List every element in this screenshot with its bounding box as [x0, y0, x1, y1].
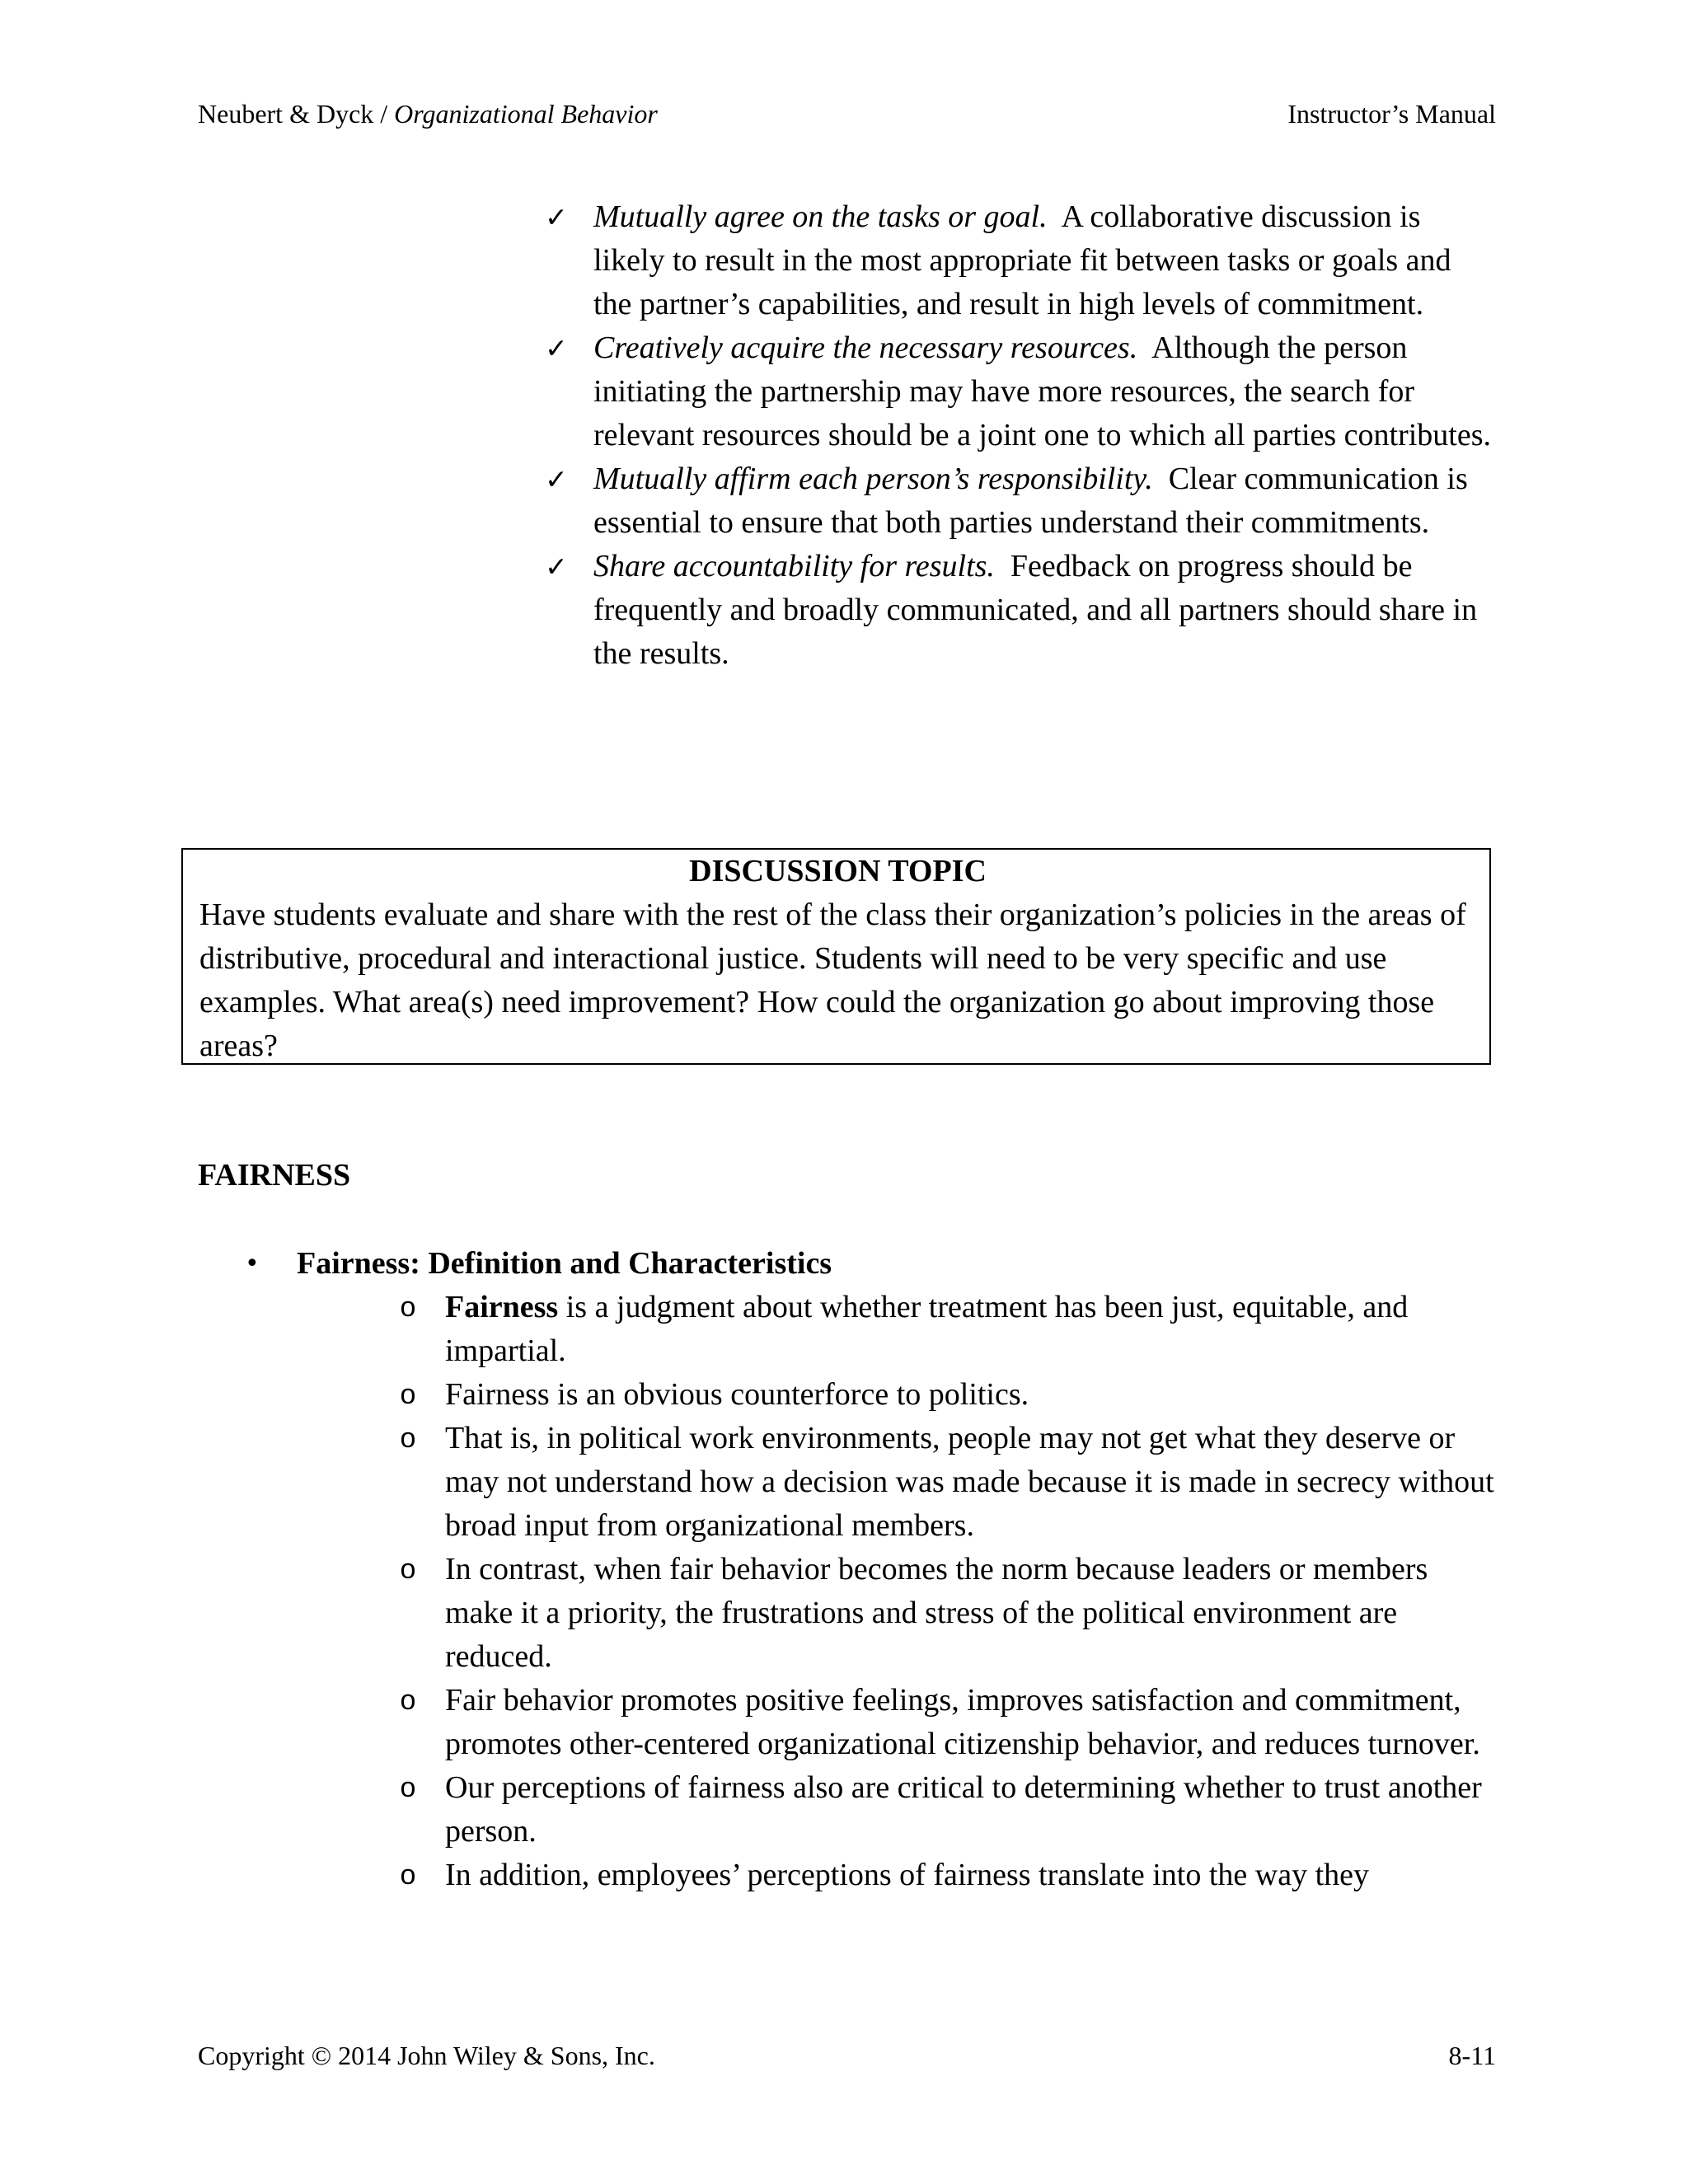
circle-bullet-icon: o	[400, 1291, 416, 1323]
checklist-item	[540, 545, 1496, 676]
checklist-item-text: Although the person initiating the partnership may have more resources, the search for relevant resources should be a joint one to which all parties contributes.	[593, 330, 1492, 452]
checklist-item-title: Creatively acquire the necessary resources.	[593, 330, 1138, 365]
list-item-text: Fair behavior promotes positive feelings, improves satisfaction and commitment, promotes other-centered organizational citizenship behavior, and reduces turnover.	[445, 1683, 1480, 1761]
list-item	[396, 1417, 1500, 1548]
list-item-text: That is, in political work environments, people may not get what they deserve or may not understand how a decision was made because it is made in secrecy without broad input from organizational members.	[445, 1421, 1494, 1543]
list-item	[396, 1854, 1500, 1897]
checklist-item-text: Feedback on progress should be frequently and broadly communicated, and all partners should share in the results.	[593, 549, 1478, 671]
list-item-text: In addition, employees’ perceptions of fairness translate into the way they	[445, 1858, 1369, 1892]
footer-copyright: Copyright © 2014 John Wiley & Sons, Inc.	[198, 2041, 655, 2070]
circle-bullet-icon: o	[400, 1422, 416, 1454]
list-item	[396, 1548, 1500, 1679]
discussion-topic-box	[181, 848, 1491, 1065]
header-left	[198, 97, 658, 130]
checkmark-icon: ✓	[545, 201, 568, 233]
circle-bullet-icon: o	[400, 1859, 416, 1891]
checkmark-icon: ✓	[545, 332, 568, 364]
footer-page-number: 8-11	[1448, 2041, 1496, 2070]
bullet-icon: •	[245, 1249, 260, 1278]
list-item-text: Fairness is an obvious counterforce to politics.	[445, 1377, 1029, 1412]
definition-term: Fairness	[445, 1290, 559, 1324]
checkmark-icon: ✓	[545, 463, 568, 495]
checklist-item	[540, 326, 1496, 457]
section-heading: FAIRNESS	[198, 1158, 351, 1193]
checkmark-icon: ✓	[545, 551, 568, 583]
list-item	[396, 1286, 1500, 1373]
bullet-heading-text: Fairness: Definition and Characteristics	[297, 1246, 832, 1281]
circle-bullet-icon: o	[400, 1554, 416, 1585]
list-item	[396, 1373, 1500, 1417]
checklist-item-title: Mutually agree on the tasks or goal.	[593, 199, 1048, 234]
list-item-text: Our perceptions of fairness also are critical to determining whether to trust another person.	[445, 1770, 1482, 1849]
checklist-item	[540, 195, 1496, 326]
checklist-item	[540, 457, 1496, 545]
circle-bullet-icon: o	[400, 1379, 416, 1410]
checklist-item-title: Share accountability for results.	[593, 549, 995, 583]
definition-text: is a judgment about whether treatment has been just, equitable, and impartial.	[445, 1290, 1409, 1368]
list-item-text: In contrast, when fair behavior becomes the norm because leaders or members make it a priority, the frustrations and stress of the political environment are reduced.	[445, 1552, 1428, 1674]
partnership-checklist	[540, 195, 1496, 676]
fairness-points	[396, 1286, 1500, 1897]
checklist-item-text: Clear communication is essential to ensure that both parties understand their commitments.	[593, 462, 1468, 540]
discussion-topic-body: Have students evaluate and share with the rest of the class their organization’s policies in the areas of distributive, procedural and interactional justice. Students will need to be very specific and use examples. What area(s) need improvement? How could the organization go about improving those areas?	[199, 898, 1466, 1063]
header-book-title: Organizational Behavior	[394, 99, 658, 129]
discussion-topic-title: DISCUSSION TOPIC	[689, 854, 987, 888]
checklist-item-title: Mutually affirm each person’s responsibility.	[593, 462, 1153, 496]
checklist-item-text: A collaborative discussion is likely to result in the most appropriate fit between tasks or goals and the partner’s capabilities, and result in high levels of commitment.	[593, 199, 1451, 321]
circle-bullet-icon: o	[400, 1685, 416, 1716]
header-authors: Neubert & Dyck /	[198, 99, 388, 129]
list-item	[396, 1766, 1500, 1854]
circle-bullet-icon: o	[400, 1772, 416, 1803]
list-item	[396, 1679, 1500, 1766]
header-manual: Instructor’s Manual	[1287, 99, 1496, 129]
